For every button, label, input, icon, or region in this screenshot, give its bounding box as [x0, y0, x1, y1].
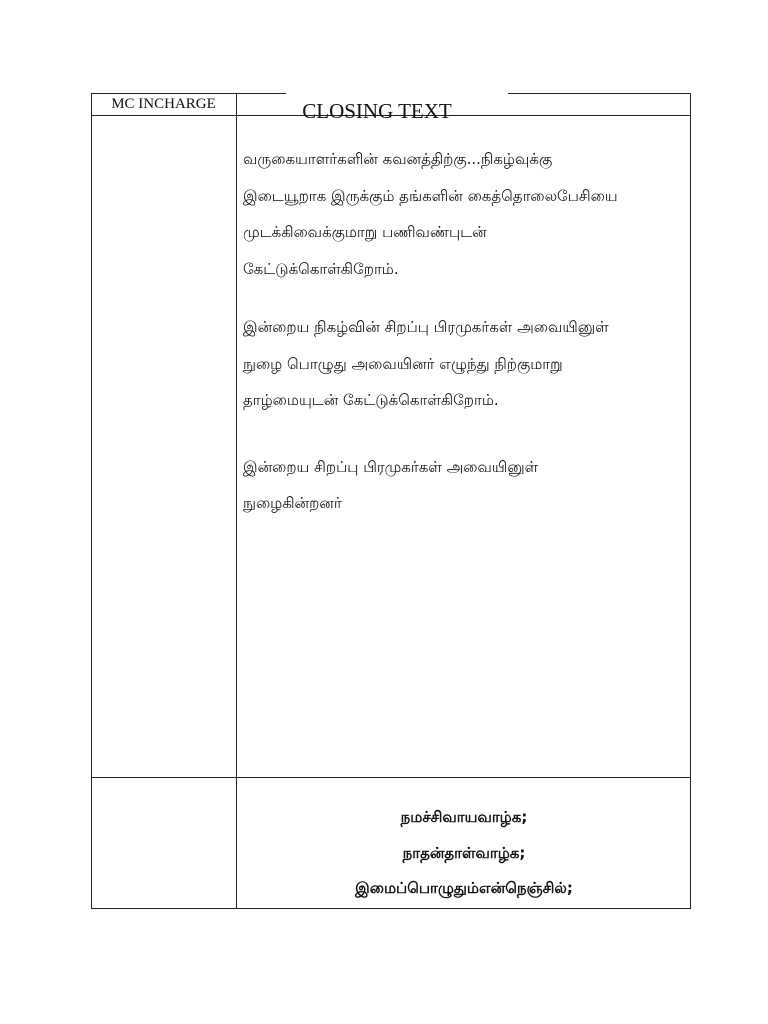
- text-line: தாழ்மையுடன் கேட்டுக்கொள்கிறோம்.: [243, 391, 499, 409]
- announcement-text: [243, 141, 683, 522]
- document-title: CLOSING TEXT: [302, 98, 452, 123]
- text-line: வருகையாளர்களின் கவனத்திற்கு...நிகழ்வுக்கு: [243, 150, 553, 168]
- column-divider: [236, 93, 237, 909]
- verse-line: இமைப்பொழுதும்என்நெஞ்சில்;: [355, 879, 573, 897]
- closing-verse: [237, 800, 691, 907]
- text-line: நுழைகின்றனர்: [243, 494, 342, 512]
- verse-line: நமச்சிவாயவாழ்க;: [400, 808, 528, 826]
- text-line: கேட்டுக்கொள்கிறோம்.: [243, 259, 399, 278]
- mc-incharge-label: MC INCHARGE: [111, 96, 216, 112]
- verse-line: நாதன்தாள்வாழ்க;: [402, 843, 526, 862]
- text-line: இன்றைய நிகழ்வின் சிறப்பு பிரமுகர்கள் அவையினுள்: [243, 318, 609, 336]
- text-line: நுழை பொழுது அவையினர் எழுந்து நிற்குமாறு: [243, 354, 563, 373]
- text-line: இன்றைய சிறப்பு பிரமுகர்கள் அவையினுள்: [243, 457, 539, 476]
- paragraph-gap: [243, 287, 683, 309]
- paragraph-gap: [243, 419, 683, 449]
- row-divider: [91, 777, 691, 778]
- text-line: இடையூறாக இருக்கும் தங்களின் கைத்தொலைபேசியை: [243, 186, 618, 205]
- text-line: முடக்கிவைக்குமாறு பணிவண்புடன்: [243, 223, 487, 241]
